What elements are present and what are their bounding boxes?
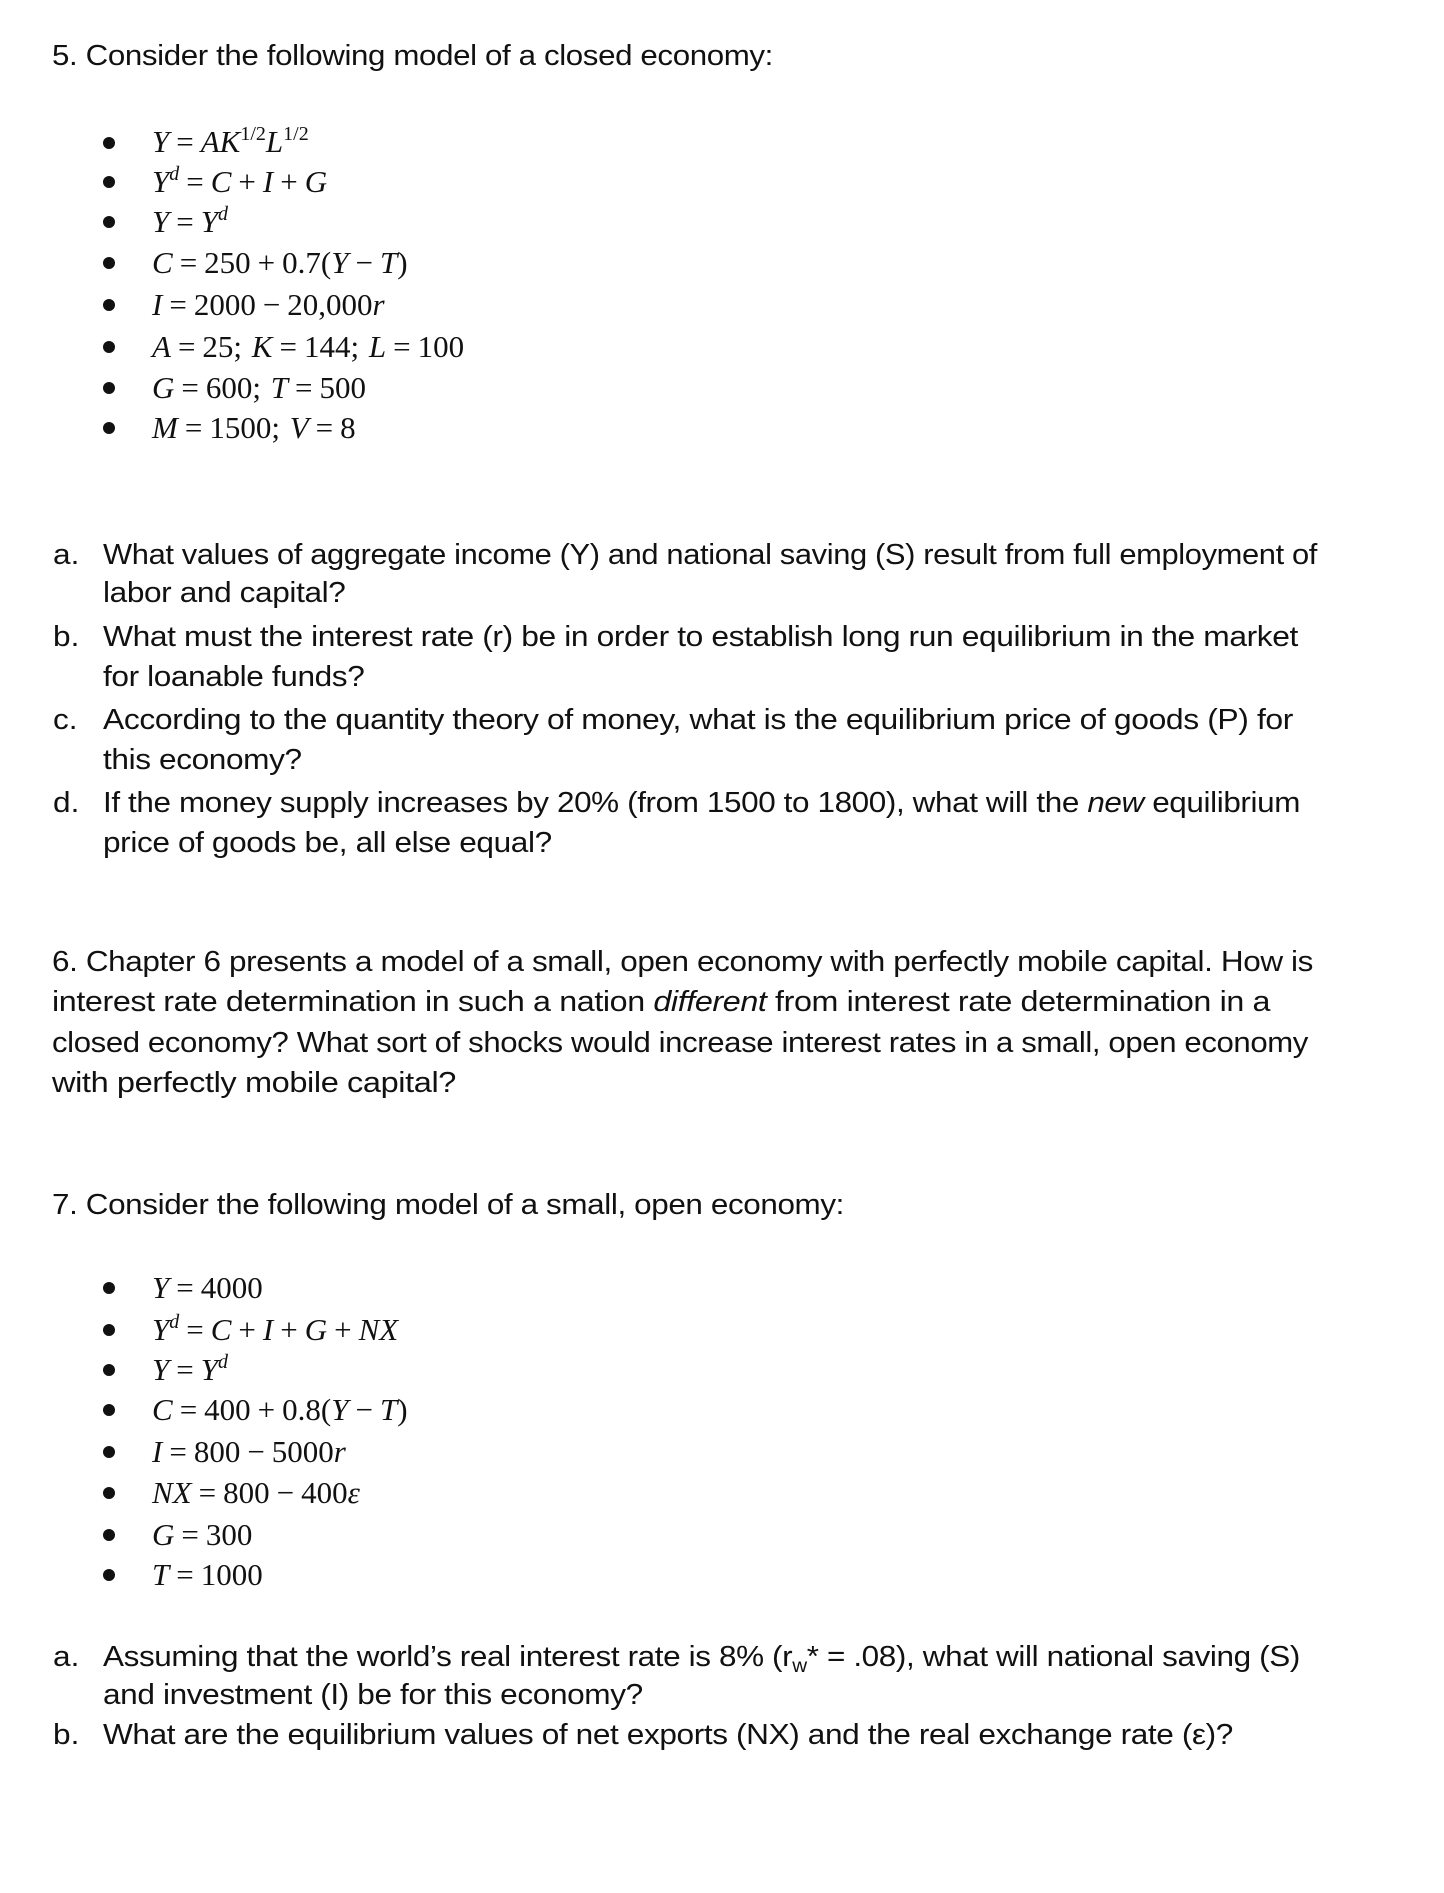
- q5-eq-parameters-akl: A = 25; K = 144; L = 100: [152, 329, 465, 364]
- q5a-marker: a.: [53, 539, 80, 571]
- q7-eq-investment: I = 800 − 5000r: [152, 1434, 346, 1469]
- q5-eq-aggregate-demand: $Y^d = C + I + G$: [152, 163, 328, 199]
- q7-eq-equilibrium: $Y = Y^d$: [152, 1351, 228, 1387]
- bullet-icon: [103, 382, 115, 394]
- q7a-line-2: and investment (I) be for this economy?: [103, 1679, 643, 1711]
- q7-eq-aggregate-demand: $Y^d = C + I + G$ + NX: [152, 1311, 399, 1347]
- q5c-line-2: this economy?: [103, 744, 302, 776]
- q5c-line-1: According to the quantity theory of money, what is the equilibrium price of goods (P) for: [103, 704, 1293, 736]
- q5d-line-1: If the money supply increases by 20% (from 1500 to 1800), what will the new equilibrium: [103, 787, 1301, 819]
- q5-eq-consumption: C = 250 + 0.7(Y − T): [152, 245, 408, 280]
- emphasis-different: different: [653, 986, 767, 1018]
- q5-eq-parameters-mv: M = 1500; V = 8: [152, 410, 356, 445]
- q7-eq-consumption: C = 400 + 0.8(Y − T): [152, 1392, 408, 1427]
- q7a-line-1: Assuming that the world’s real interest rate is 8% $(r_w* = .08)$, what will national saving (S): [103, 1641, 1300, 1677]
- bullet-icon: [103, 216, 115, 228]
- q7-title: 7. Consider the following model of a small, open economy:: [52, 1189, 844, 1221]
- q5a-line-2: labor and capital?: [103, 577, 346, 609]
- q5-eq-production-function: $Y = AK^{1/2}L^{1/2}$: [152, 123, 309, 159]
- bullet-icon: [103, 1324, 115, 1336]
- bullet-icon: [103, 1282, 115, 1294]
- q6-line-1: 6. Chapter 6 presents a model of a small, open economy with perfectly mobile capital. How is: [52, 946, 1314, 978]
- bullet-icon: [103, 1404, 115, 1416]
- q5-eq-investment: I = 2000 − 20,000r: [152, 287, 385, 322]
- bullet-icon: [103, 1529, 115, 1541]
- bullet-icon: [103, 341, 115, 353]
- q7-eq-output: Y = 4000: [152, 1270, 263, 1305]
- q7-eq-government: G = 300: [152, 1517, 253, 1552]
- bullet-icon: [103, 422, 115, 434]
- bullet-icon: [103, 176, 115, 188]
- q7-eq-taxes: T = 1000: [152, 1557, 263, 1592]
- q7b-marker: b.: [53, 1719, 80, 1751]
- q5-eq-equilibrium: $Y = Y^d$: [152, 203, 228, 239]
- q5c-marker: c.: [53, 704, 78, 736]
- q7b-line-1: What are the equilibrium values of net exports (NX) and the real exchange rate (ε)?: [103, 1719, 1233, 1751]
- bullet-icon: [103, 1487, 115, 1499]
- q7a-marker: a.: [53, 1641, 80, 1673]
- q5b-line-1: What must the interest rate (r) be in order to establish long run equilibrium in the market: [103, 621, 1298, 653]
- q5-eq-parameters-gt: G = 600; T = 500: [152, 370, 366, 405]
- q5a-line-1: What values of aggregate income (Y) and national saving (S) result from full employment of: [103, 539, 1318, 571]
- bullet-icon: [103, 1364, 115, 1376]
- q5d-marker: d.: [53, 787, 80, 819]
- q5d-line-2: price of goods be, all else equal?: [103, 827, 552, 859]
- q5-title: 5. Consider the following model of a closed economy:: [52, 40, 773, 72]
- q5b-marker: b.: [53, 621, 80, 653]
- q6-line-2: interest rate determination in such a nation different from interest rate determination in a: [52, 986, 1271, 1018]
- emphasis-new: new: [1087, 787, 1144, 819]
- bullet-icon: [103, 299, 115, 311]
- bullet-icon: [103, 137, 115, 149]
- q7-eq-net-exports: NX = 800 − 400ε: [152, 1475, 360, 1510]
- bullet-icon: [103, 1446, 115, 1458]
- q5b-line-2: for loanable funds?: [103, 661, 365, 693]
- bullet-icon: [103, 1569, 115, 1581]
- bullet-icon: [103, 257, 115, 269]
- q6-line-3: closed economy? What sort of shocks would increase interest rates in a small, open economy: [52, 1027, 1308, 1059]
- q6-line-4: with perfectly mobile capital?: [52, 1067, 457, 1099]
